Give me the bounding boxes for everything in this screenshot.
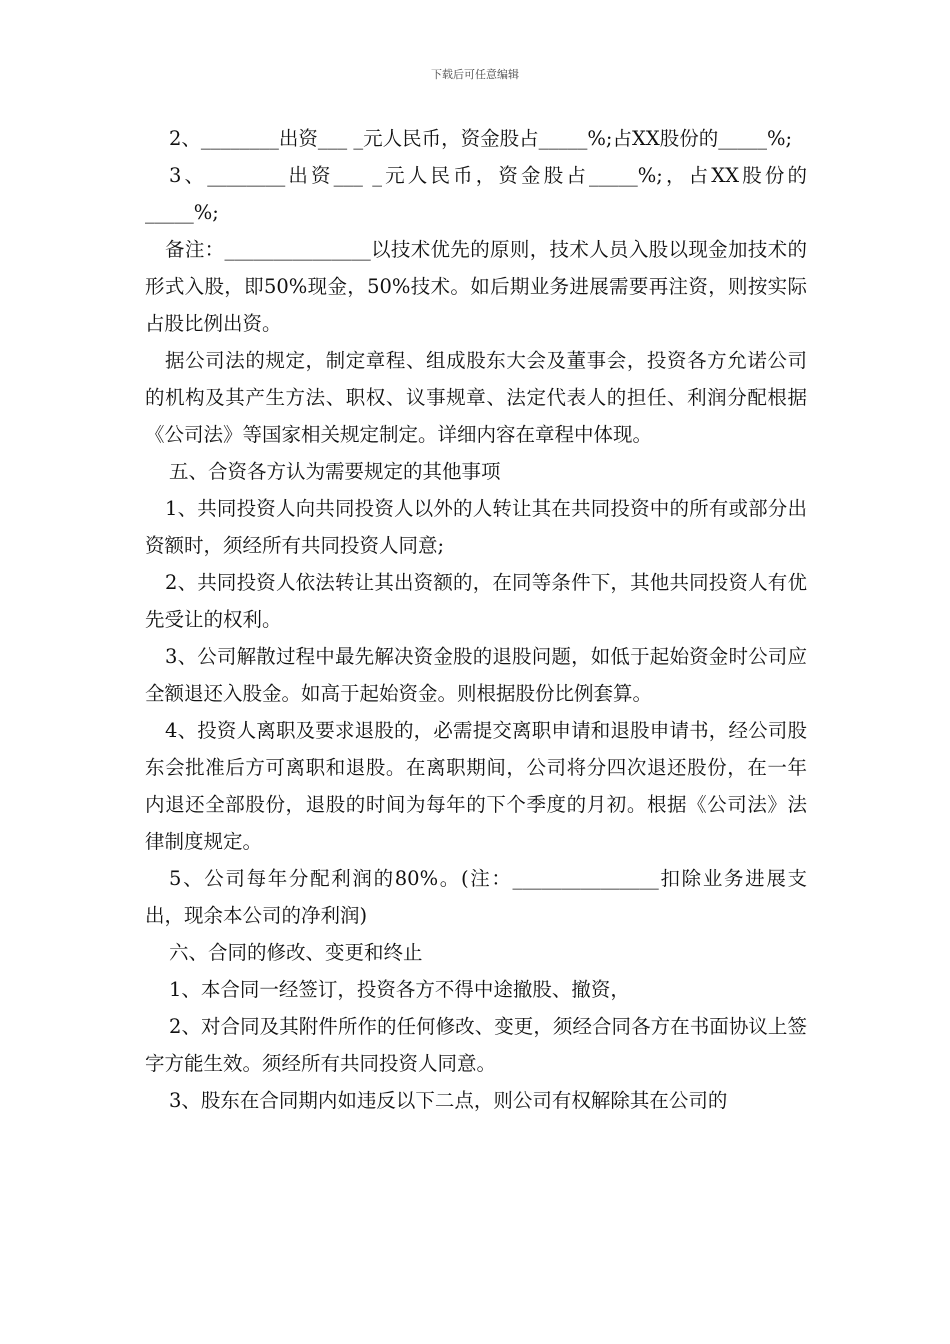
document-body (145, 120, 807, 1119)
section-5-item-4: 4、投资人离职及要求退股的，必需提交离职申请和退股申请书，经公司股东会批准后方可离职和退股。在离职期间，公司将分四次退还股份，在一年内退还全部股份，退股的时间为每年的下个季度的月初。根据《公司法》法律制度规定。 (145, 719, 807, 853)
page-header: 下载后可任意编辑 (431, 68, 519, 81)
section-5-item-2: 2、共同投资人依法转让其出资额的，在同等条件下，其他共同投资人有优先受让的权利。 (145, 571, 807, 631)
section-6-heading: 六、合同的修改、变更和终止 (169, 941, 423, 964)
section-6-item-3: 3、股东在合同期内如违反以下二点，则公司有权解除其在公司的 (169, 1089, 728, 1112)
investor-2-clause: 2、________出资___ _元人民币，资金股占_____%;占XX股份的_____%; (169, 127, 793, 150)
section-5-item-3: 3、公司解散过程中最先解决资金股的退股问题，如低于起始资金时公司应全额退还入股金。如高于起始资金。则根据股份比例套算。 (145, 645, 807, 705)
section-6-item-2: 2、对合同及其附件所作的任何修改、变更，须经合同各方在书面协议上签字方能生效。须经所有共同投资人同意。 (145, 1015, 807, 1075)
company-law-paragraph: 据公司法的规定，制定章程、组成股东大会及董事会，投资各方允诺公司的机构及其产生方法、职权、议事规章、法定代表人的担任、利润分配根据《公司法》等国家相关规定制定。详细内容在章程中体现。 (145, 349, 807, 446)
remarks-paragraph: 备注：_______________以技术优先的原则，技术人员入股以现金加技术的形式入股，即50%现金，50%技术。如后期业务进展需要再注资，则按实际占股比例出资。 (145, 238, 807, 335)
section-5-heading: 五、合资各方认为需要规定的其他事项 (169, 460, 501, 483)
section-5-item-5: 5、公司每年分配利润的80%。(注：_______________扣除业务进展支出，现余本公司的净利润) (145, 867, 807, 927)
section-5-item-1: 1、共同投资人向共同投资人以外的人转让其在共同投资中的所有或部分出资额时，须经所有共同投资人同意; (145, 497, 807, 557)
investor-3-clause: 3、________出资___ _元人民币，资金股占_____%;，占XX股份的_____%; (145, 164, 807, 224)
section-6-item-1: 1、本合同一经签订，投资各方不得中途撤股、撤资， (169, 978, 630, 1001)
